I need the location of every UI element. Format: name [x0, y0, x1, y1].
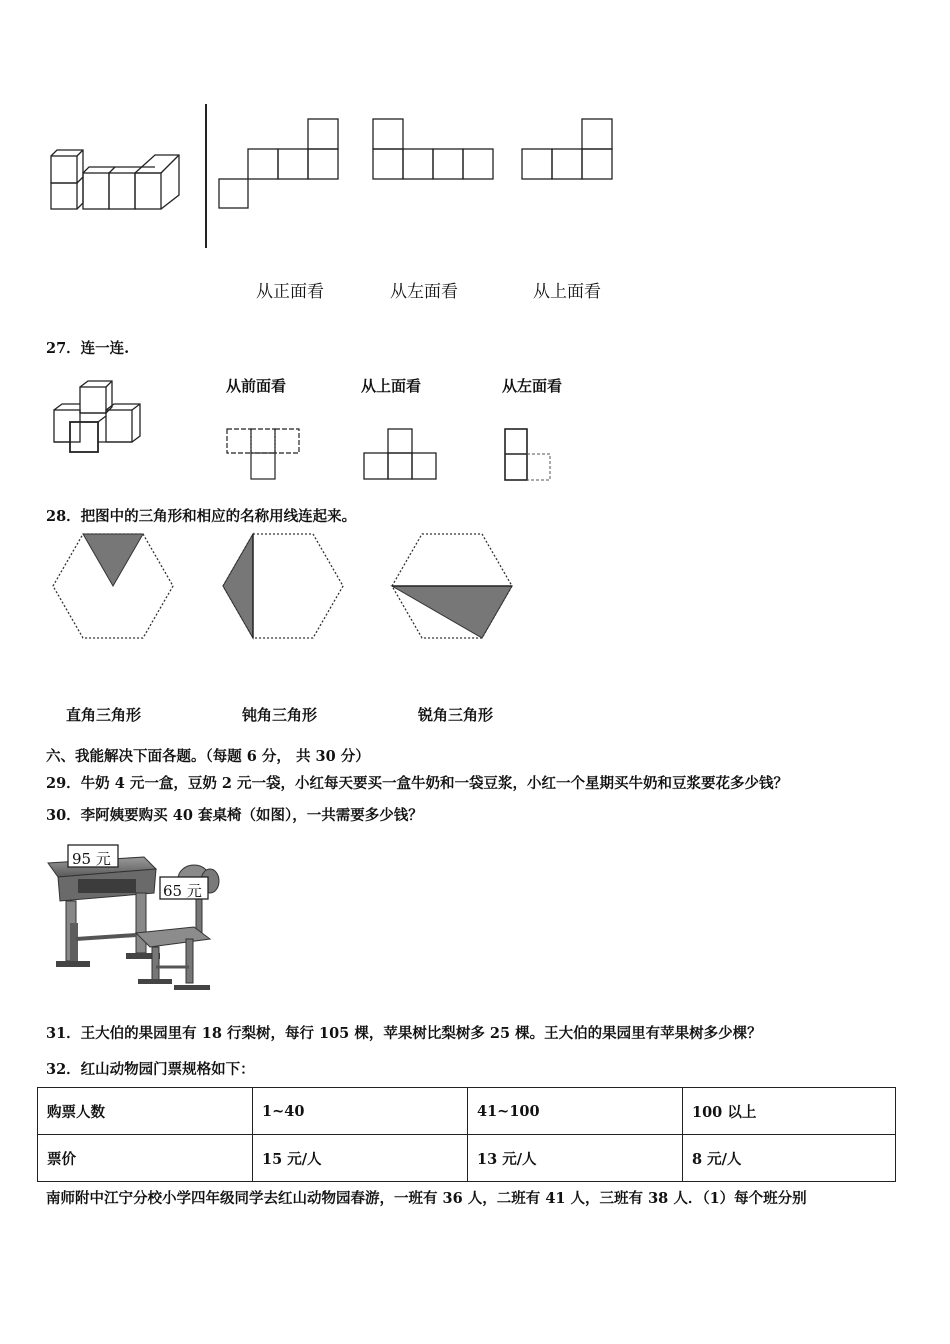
table-cell: 1~40 — [253, 1088, 468, 1135]
q28-name-obtuse: 钝角三角形 — [242, 706, 318, 724]
table-cell: 100 以上 — [683, 1088, 896, 1135]
table-cell: 购票人数 — [38, 1088, 253, 1135]
q27-cube-figure — [50, 378, 146, 454]
table-row — [38, 1088, 896, 1135]
q28-title: 28．把图中的三角形和相应的名称用线连起来。 — [46, 508, 357, 525]
q28-name-right: 直角三角形 — [66, 706, 142, 724]
q26-view-left — [372, 118, 496, 180]
q31-text: 31．王大伯的果园里有 18 行梨树，每行 105 棵，苹果树比梨树多 25 棵。王大伯的果园里有苹果树多少棵？ — [46, 1025, 762, 1042]
q30-desk-chair-illustration — [44, 843, 220, 999]
q32-ticket-table — [37, 1087, 896, 1182]
table-cell: 8 元/人 — [683, 1135, 896, 1182]
q28-name-acute: 锐角三角形 — [418, 706, 494, 724]
q26-label-top: 从上面看 — [533, 282, 601, 302]
table-cell: 41~100 — [468, 1088, 683, 1135]
q30-chair-price: 65 元 — [163, 882, 202, 900]
q26-divider — [204, 104, 208, 248]
q27-view-left — [502, 428, 556, 482]
q26-label-left: 从左面看 — [390, 282, 458, 302]
q27-label-top: 从上面看 — [361, 377, 422, 395]
q27-title: 27．连一连. — [46, 340, 130, 357]
q27-view-top — [362, 428, 440, 482]
table-cell: 票价 — [38, 1135, 253, 1182]
q29-text: 29．牛奶 4 元一盒，豆奶 2 元一袋，小红每天要买一盒牛奶和一袋豆浆，小红一个星期买牛奶和豆浆要花多少钱？ — [46, 775, 789, 792]
q26-view-top — [521, 118, 615, 180]
q27-view-front — [226, 428, 302, 482]
section6-heading: 六、我能解决下面各题。（每题 6 分， 共 30 分） — [46, 748, 370, 765]
q27-label-left: 从左面看 — [502, 377, 563, 395]
q28-hexagon-2 — [220, 532, 346, 640]
q26-view-front — [218, 118, 340, 210]
q26-cube-figure — [45, 150, 185, 212]
q26-label-front: 从正面看 — [256, 282, 324, 302]
table-row — [38, 1135, 896, 1182]
q28-hexagon-3 — [389, 532, 515, 640]
table-cell: 15 元/人 — [253, 1135, 468, 1182]
q32-text: 32．红山动物园门票规格如下： — [46, 1061, 255, 1078]
table-cell: 13 元/人 — [468, 1135, 683, 1182]
q30-desk-price: 95 元 — [72, 850, 111, 868]
q27-label-front: 从前面看 — [226, 377, 287, 395]
q32-follow-text: 南师附中江宁分校小学四年级同学去红山动物园春游，一班有 36 人，二班有 41 人，三班有 38 人．（1）每个班分别 — [46, 1190, 807, 1207]
q28-hexagon-1 — [50, 532, 176, 640]
q30-text: 30．李阿姨要购买 40 套桌椅（如图），一共需要多少钱？ — [46, 807, 423, 824]
